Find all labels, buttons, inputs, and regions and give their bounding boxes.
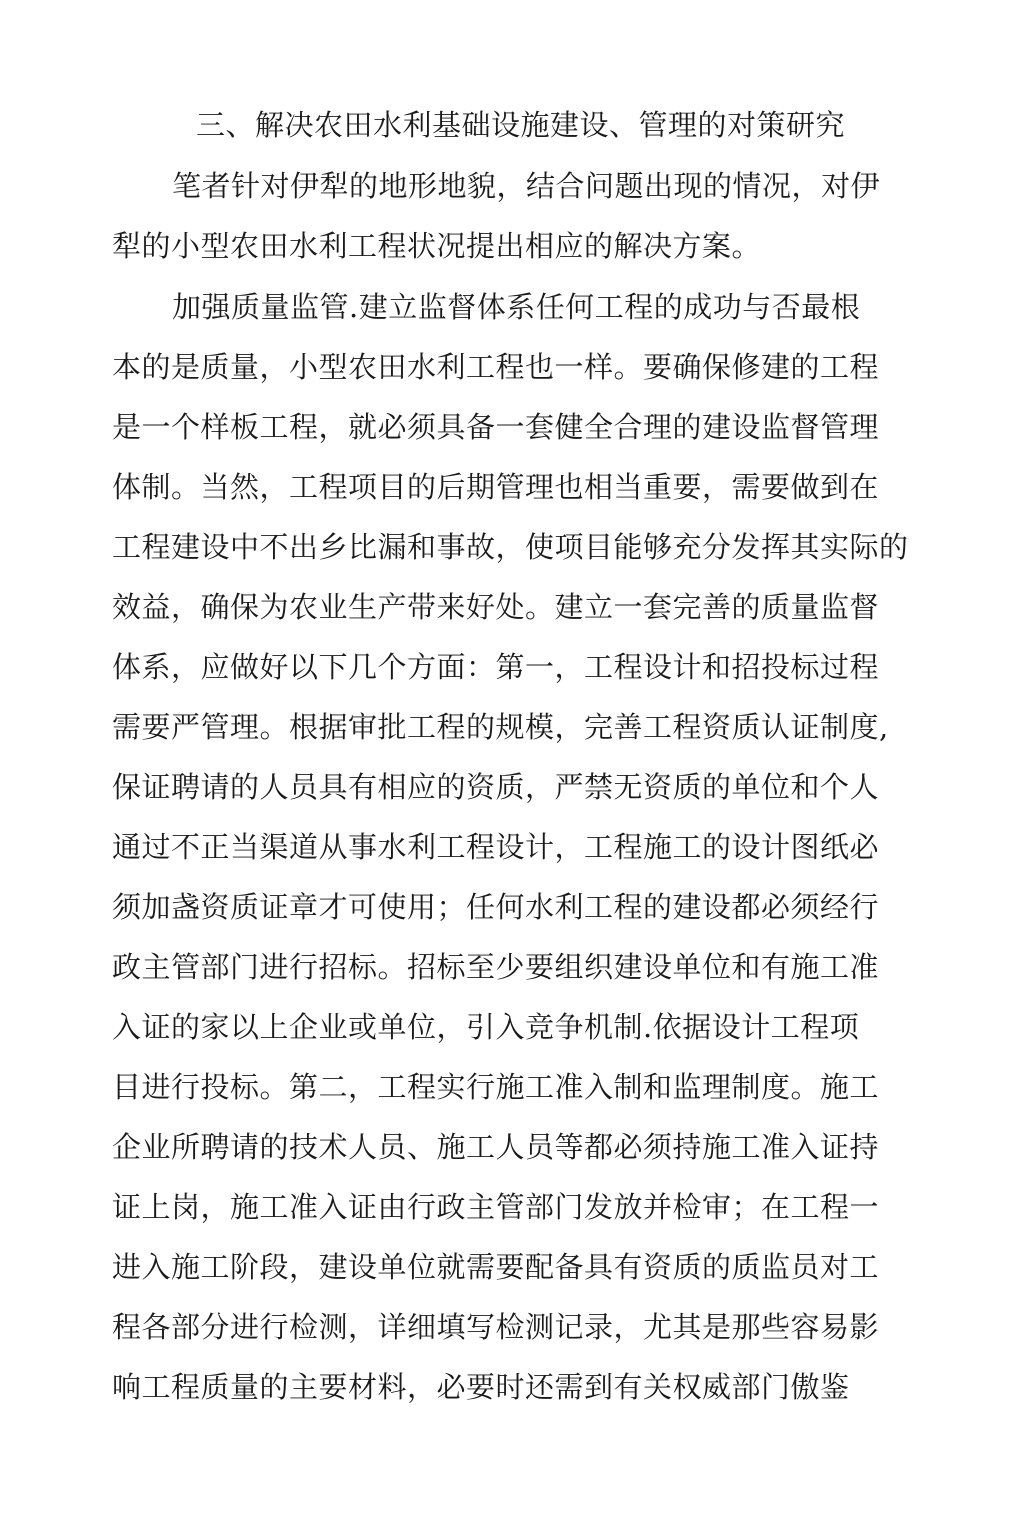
paragraph-line: 目进行投标。第二，工程实行施工准入制和监理制度。施工 [112,1070,880,1104]
paragraph-line: 体制。当然，工程项目的后期管理也相当重要，需要做到在 [112,470,880,504]
section-heading: 三、解决农田水利基础设施建设、管理的对策研究 [196,108,846,142]
paragraph-line: 体系，应做好以下几个方面：第一，工程设计和招投标过程 [112,650,880,684]
paragraph-line: 企业所聘请的技术人员、施工人员等都必须持施工准入证持 [112,1130,880,1164]
paragraph-line: 入证的家以上企业或单位，引入竞争机制.依据设计工程项 [112,1010,860,1044]
paragraph-line: 需要严管理。根据审批工程的规模，完善工程资质认证制度, [112,710,889,744]
paragraph-line: 犁的小型农田水利工程状况提出相应的解决方案。 [112,229,762,263]
paragraph-line: 是一个样板工程，就必须具备一套健全合理的建设监督管理 [112,410,880,444]
paragraph-line: 须加盏资质证章才可使用；任何水利工程的建设都必须经行 [112,890,880,924]
paragraph-line: 工程建设中不出乡比漏和事故，使项目能够充分发挥其实际的 [112,530,909,564]
paragraph-line: 本的是质量，小型农田水利工程也一样。要确保修建的工程 [112,350,880,384]
paragraph-line: 笔者针对伊犁的地形地貌，结合问题出现的情况，对伊 [172,169,881,203]
paragraph-line: 证上岗，施工准入证由行政主管部门发放并检审；在工程一 [112,1190,880,1224]
paragraph-line: 保证聘请的人员具有相应的资质，严禁无资质的单位和个人 [112,770,880,804]
paragraph-line: 加强质量监管.建立监督体系任何工程的成功与否最根 [172,290,861,324]
paragraph-line: 通过不正当渠道从事水利工程设计，工程施工的设计图纸必 [112,830,880,864]
paragraph-line: 程各部分进行检测，详细填写检测记录，尤其是那些容易影 [112,1310,880,1344]
paragraph-line: 政主管部门进行招标。招标至少要组织建设单位和有施工准 [112,950,880,984]
paragraph-line: 进入施工阶段，建设单位就需要配备具有资质的质监员对工 [112,1250,880,1284]
paragraph-line: 效益，确保为农业生产带来好处。建立一套完善的质量监督 [112,590,880,624]
paragraph-line: 响工程质量的主要材料，必要时还需到有关权威部门傲鉴 [112,1370,850,1404]
